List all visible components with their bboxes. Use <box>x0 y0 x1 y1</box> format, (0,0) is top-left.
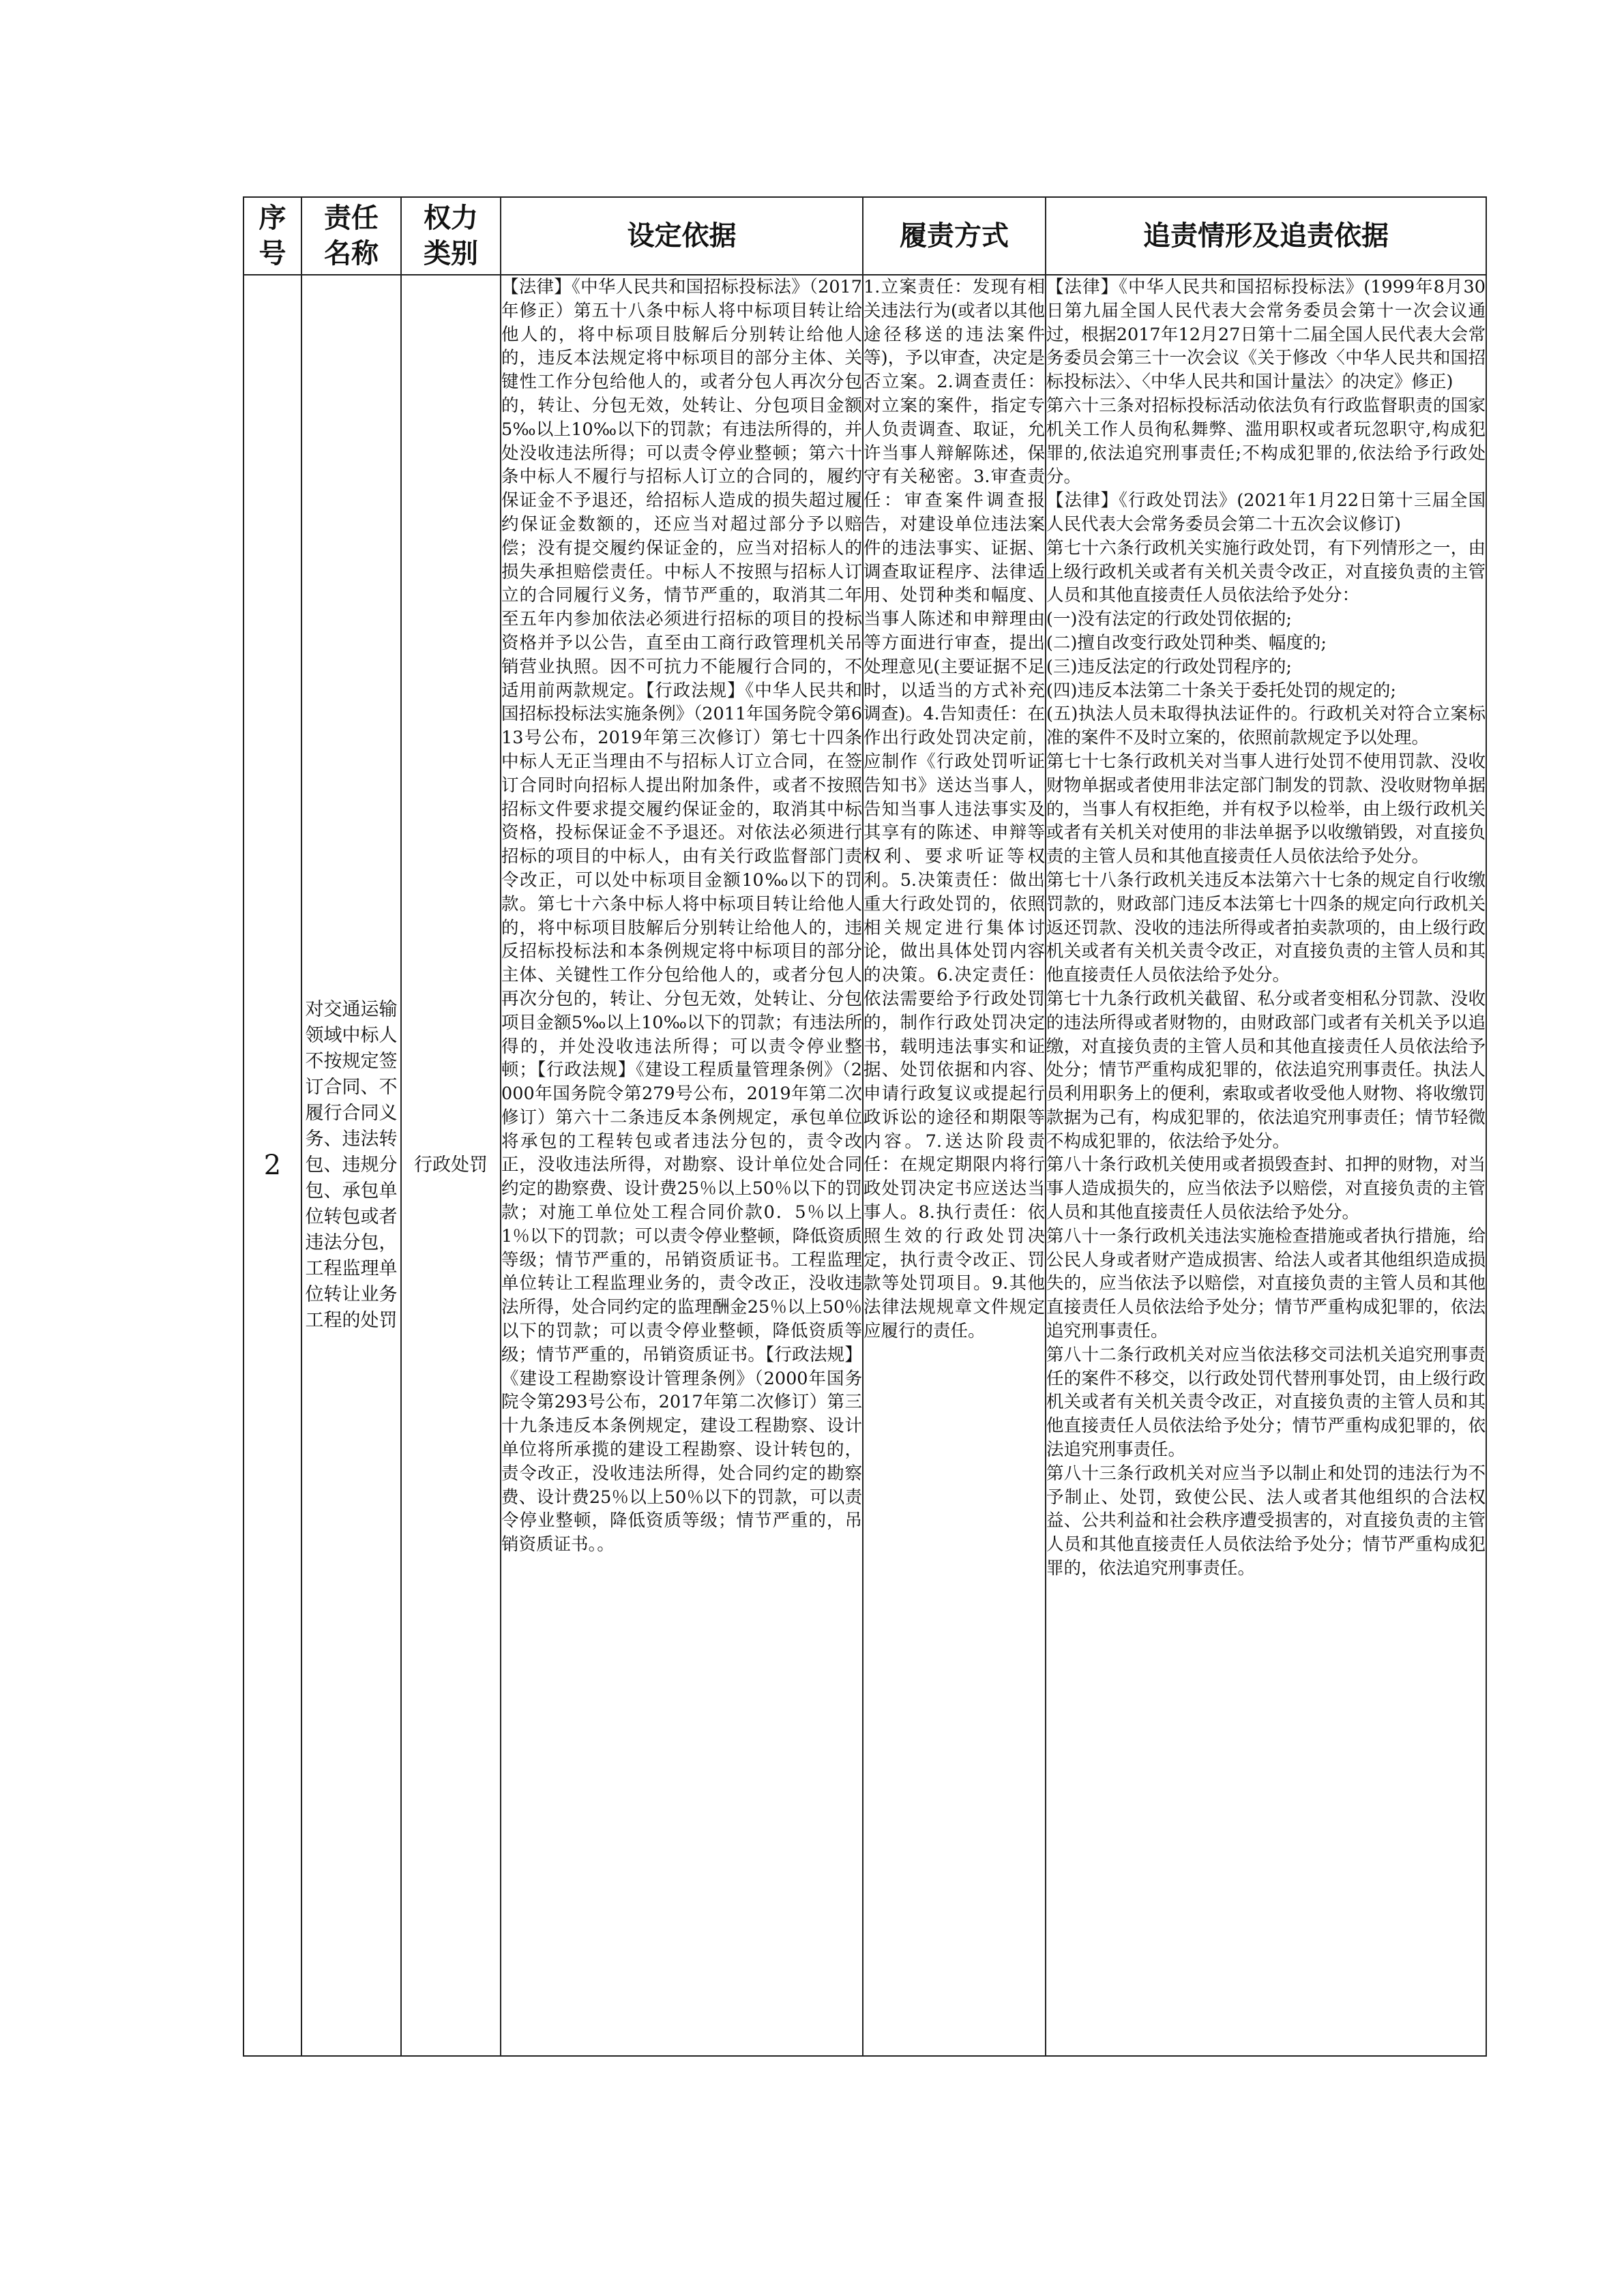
cell-basis: 【法律】《中华人民共和国招标投标法》（2017年修正）第五十八条中标人将中标项目转让给他人的，将中标项目肢解后分别转让给他人的，违反本法规定将中标项目的部分主体、关键性工作分包给他人的，或者分包人再次分包的，转让、分包无效，处转让、分包项目金额5‰以上10‰以下的罚款；有违法所得的，并处没收违法所得；可以责令停业整顿；第六十条中标人不履行与招标人订立的合同的，履约保证金不予退还，给招标人造成的损失超过履约保证金数额的，还应当对超过部分予以赔偿；没有提交履约保证金的，应当对招标人的损失承担赔偿责任。中标人不按照与招标人订立的合同履行义务，情节严重的，取消其二年至五年内参加依法必须进行招标的项目的投标资格并予以公告，直至由工商行政管理机关吊销营业执照。因不可抗力不能履行合同的，不适用前两款规定。【行政法规】《中华人民共和国招标投标法实施条例》（2011年国务院令第613号公布，2019年第三次修订）第七十四条中标人无正当理由不与招标人订立合同，在签订合同时向招标人提出附加条件，或者不按照招标文件要求提交履约保证金的，取消其中标资格，投标保证金不予退还。对依法必须进行招标的项目的中标人，由有关行政监督部门责令改正，可以处中标项目金额10‰以下的罚款。第七十六条中标人将中标项目转让给他人的，将中标项目肢解后分别转让给他人的，违反招标投标法和本条例规定将中标项目的部分主体、关键性工作分包给他人的，或者分包人再次分包的，转让、分包无效，处转让、分包项目金额5‰以上10‰以下的罚款；有违法所得的，并处没收违法所得；可以责令停业整顿；【行政法规】《建设工程质量管理条例》（2000年国务院令第279号公布，2019年第二次修订）第六十二条违反本条例规定，承包单位将承包的工程转包或者违法分包的，责令改正，没收违法所得，对勘察、设计单位处合同约定的勘察费、设计费25％以上50％以下的罚款；对施工单位处工程合同价款0．5％以上1％以下的罚款；可以责令停业整顿，降低资质等级；情节严重的，吊销资质证书。工程监理单位转让工程监理业务的，责令改正，没收违法所得，处合同约定的监理酬金25％以上50％以下的罚款；可以责令停业整顿，降低资质等级；情节严重的，吊销资质证书。【行政法规】《建设工程勘察设计管理条例》（2000年国务院令第293号公布，2017年第二次修订）第三十九条违反本条例规定，建设工程勘察、设计单位将所承揽的建设工程勘察、设计转包的，责令改正，没收违法所得，处合同约定的勘察费、设计费25％以上50％以下的罚款，可以责令停业整顿，降低资质等级；情节严重的，吊销资质证书。。 <box>501 275 863 2056</box>
accountability-paragraph: 第七十八条行政机关违反本法第六十七条的规定自行收缴罚款的，财政部门违反本法第七十四条的规定向行政机关返还罚款、没收的违法所得或者拍卖款项的，由上级行政机关或者有关机关责令改正，对直接负责的主管人员和其他直接责任人员依法给予处分。 <box>1046 869 1486 986</box>
header-type: 权力类别 <box>401 197 501 275</box>
accountability-paragraph: 第七十七条行政机关对当事人进行处罚不使用罚款、没收财物单据或者使用非法定部门制发的罚款、没收财物单据的，当事人有权拒绝，并有权予以检举，由上级行政机关或者有关机关对使用的非法单据予以收缴销毁，对直接负责的主管人员和其他直接责任人员依法给予处分。 <box>1046 751 1486 867</box>
header-row <box>243 197 1486 275</box>
responsibility-table <box>243 196 1487 2057</box>
header-accountability: 追责情形及追责依据 <box>1046 197 1486 275</box>
accountability-paragraph: 第七十九条行政机关截留、私分或者变相私分罚款、没收的违法所得或者财物的，由财政部门或者有关机关予以追缴，对直接负责的主管人员和其他直接责任人员依法给予处分；情节严重构成犯罪的，依法追究刑事责任。执法人员利用职务上的便利，索取或者收受他人财物、将收缴罚款据为己有，构成犯罪的，依法追究刑事责任；情节轻微不构成犯罪的，依法给予处分。 <box>1046 988 1486 1152</box>
header-basis: 设定依据 <box>501 197 863 275</box>
table-row <box>243 275 1486 2056</box>
cell-type: 行政处罚 <box>401 275 501 2056</box>
cell-no: 2 <box>243 275 301 2056</box>
accountability-paragraph: 第六十三条对招标投标活动依法负有行政监督职责的国家机关工作人员徇私舞弊、滥用职权或者玩忽职守,构成犯罪的,依法追究刑事责任;不构成犯罪的,依法给予行政处分。 <box>1046 395 1486 488</box>
accountability-paragraph: 【法律】《中华人民共和国招标投标法》(1999年8月30日第九届全国人民代表大会常务委员会第十一次会议通过，根据2017年12月27日第十二届全国人民代表大会常务委员会第三十一次会议《关于修改〈中华人民共和国招标投标法〉、〈中华人民共和国计量法〉的决定》修正) <box>1046 277 1486 393</box>
accountability-paragraph: (二)擅自改变行政处罚种类、幅度的; <box>1046 632 1327 653</box>
accountability-paragraph: 【法律】《行政处罚法》(2021年1月22日第十三届全国人民代表大会常务委员会第二十五次会议修订) <box>1046 490 1486 535</box>
header-no: 序号 <box>243 197 301 275</box>
accountability-paragraph: (五)执法人员未取得执法证件的。行政机关对符合立案标准的案件不及时立案的，依照前款规定予以处理。 <box>1046 704 1486 749</box>
accountability-paragraph: (四)违反本法第二十条关于委托处罚的规定的; <box>1046 680 1396 701</box>
accountability-paragraph: 第八十条行政机关使用或者损毁查封、扣押的财物，对当事人造成损失的，应当依法予以赔偿，对直接负责的主管人员和其他直接责任人员依法给予处分。 <box>1046 1154 1486 1223</box>
cell-accountability <box>1046 275 1486 2056</box>
accountability-paragraph: (一)没有法定的行政处罚依据的; <box>1046 609 1292 630</box>
accountability-paragraph: 第八十一条行政机关违法实施检查措施或者执行措施，给公民人身或者财产造成损害、给法人或者其他组织造成损失的，应当依法予以赔偿，对直接负责的主管人员和其他直接责任人员依法给予处分；情节严重构成犯罪的，依法追究刑事责任。 <box>1046 1225 1486 1342</box>
accountability-paragraph: 第八十二条行政机关对应当依法移交司法机关追究刑事责任的案件不移交，以行政处罚代替刑事处罚，由上级行政机关或者有关机关责令改正，对直接负责的主管人员和其他直接责任人员依法给予处分；情节严重构成犯罪的，依法追究刑事责任。 <box>1046 1344 1486 1461</box>
header-name: 责任名称 <box>301 197 401 275</box>
cell-method: 1.立案责任：发现有相关违法行为(或者以其他途径移送的违法案件等)，予以审查，决定是否立案。2.调查责任：对立案的案件，指定专人负责调查、取证，允许当事人辩解陈述，保守有关秘密。3.审查责任：审查案件调查报告，对建设单位违法案件的违法事实、证据、调查取证程序、法律适用、处罚种类和幅度、当事人陈述和申辩理由等方面进行审查，提出处理意见(主要证据不足时，以适当的方式补充调查)。4.告知责任：在作出行政处罚决定前，应制作《行政处罚听证告知书》送达当事人，告知当事人违法事实及其享有的陈述、申辩等权利、要求听证等权利。5.决策责任：做出重大行政处罚的，依照相关规定进行集体讨论，做出具体处罚内容的决策。6.决定责任：依法需要给予行政处罚的，制作行政处罚决定书，载明违法事实和证据、处罚依据和内容、申请行政复议或提起行政诉讼的途径和期限等内容。7.送达阶段责任：在规定期限内将行政处罚决定书应送达当事人。8.执行责任：依照生效的行政处罚决定，执行责令改正、罚款等处罚项目。9.其他法律法规规章文件规定应履行的责任。 <box>863 275 1046 2056</box>
header-method: 履责方式 <box>863 197 1046 275</box>
accountability-paragraph: 第八十三条行政机关对应当予以制止和处罚的违法行为不予制止、处罚，致使公民、法人或者其他组织的合法权益、公共利益和社会秩序遭受损害的，对直接负责的主管人员和其他直接责任人员依法给予处分；情节严重构成犯罪的，依法追究刑事责任。 <box>1046 1463 1486 1579</box>
accountability-paragraph: (三)违反法定的行政处罚程序的; <box>1046 656 1292 677</box>
accountability-paragraph: 第七十六条行政机关实施行政处罚，有下列情形之一，由上级行政机关或者有关机关责令改正，对直接负责的主管人员和其他直接责任人员依法给予处分： <box>1046 537 1486 606</box>
cell-name: 对交通运输领域中标人不按规定签订合同、不履行合同义务、违法转包、违规分包、承包单位转包或者违法分包，工程监理单位转让业务工程的处罚 <box>301 275 401 2056</box>
